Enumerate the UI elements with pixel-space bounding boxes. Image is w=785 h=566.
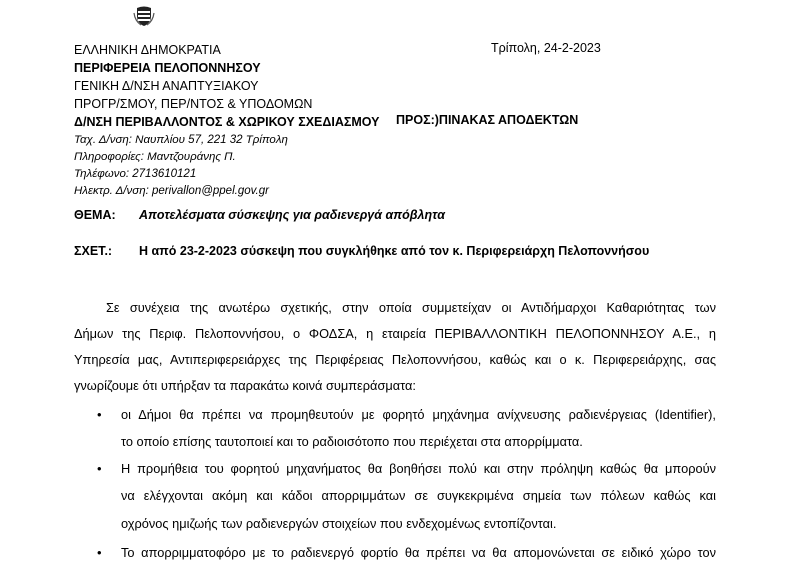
- bullet-line: οι Δήμοι θα πρέπει να προμηθευτούν με φορητό μηχάνημα ανίχνευσης ραδιενέργειας (Identifier),: [121, 407, 716, 422]
- bullet-line: να ελέγχονται ακόμη και κάδοι απορριμμάτων σε συγκεκριμένα σημεία των πόλεων καθώς και: [121, 488, 716, 503]
- bullet-point: •: [97, 461, 102, 476]
- header-info: Πληροφορίες: Μαντζουράνης Π.: [74, 151, 236, 163]
- paragraph-line: γνωρίζουμε ότι υπήρξαν τα παρακάτω κοινά συμπεράσματα:: [74, 378, 416, 393]
- place-date: Τρίπολη, 24-2-2023: [491, 41, 601, 55]
- reference-label: ΣΧΕΤ.:: [74, 244, 113, 258]
- header-email: Ηλεκτρ. Δ/νση: perivallon@ppel.gov.gr: [74, 185, 269, 197]
- header-address: Ταχ. Δ/νση: Ναυπλίου 57, 221 32 Τρίπολη: [74, 134, 288, 146]
- bullet-line: Η προμήθεια του φορητού μηχανήματος θα βοηθήσει πολύ και στην πρόληψη καθώς θα μπορούν: [121, 461, 716, 476]
- header-general-directorate-2: ΠΡΟΓΡ/ΣΜΟΥ, ΠΕΡ/ΝΤΟΣ & ΥΠΟΔΟΜΩΝ: [74, 97, 313, 111]
- subject-text: Αποτελέσματα σύσκεψης για ραδιενεργά απόβλητα: [139, 208, 445, 222]
- header-general-directorate: ΓΕΝΙΚΗ Δ/ΝΣΗ ΑΝΑΠΤΥΞΙΑΚΟΥ: [74, 79, 259, 93]
- header-country: ΕΛΛΗΝΙΚΗ ΔΗΜΟΚΡΑΤΙΑ: [74, 43, 221, 57]
- greek-emblem-icon: [133, 5, 155, 27]
- header-directorate: Δ/ΝΣΗ ΠΕΡΙΒΑΛΛΟΝΤΟΣ & ΧΩΡΙΚΟΥ ΣΧΕΔΙΑΣΜΟΥ: [74, 115, 380, 129]
- bullet-point: •: [97, 545, 102, 560]
- bullet-line: οχρόνος ημιζωής των ραδιενεργών στοιχείων που ενδεχομένως εντοπίζονται.: [121, 516, 557, 531]
- paragraph-line: Υπηρεσία μας, Αντιπεριφερειάρχες της Περιφέρειας Πελοποννήσου, καθώς και ο κ. Περιφερειάρχης, σας: [74, 352, 716, 367]
- subject-label: ΘΕΜΑ:: [74, 208, 116, 222]
- header-phone: Τηλέφωνο: 2713610121: [74, 168, 197, 180]
- header-region: ΠΕΡΙΦΕΡΕΙΑ ΠΕΛΟΠΟΝΝΗΣΟΥ: [74, 61, 261, 75]
- paragraph-line: Σε συνέχεια της ανωτέρω σχετικής, στην οποία συμμετείχαν οι Αντιδήμαρχοι Καθαριότητας των: [106, 300, 716, 315]
- bullet-line: Το απορριμματοφόρο με το ραδιενεργό φορτίο θα πρέπει να θα απομονώνεται σε ειδικό χώρο τον: [121, 545, 716, 560]
- bullet-line: το οποίο επίσης ταυτοποιεί και το ραδιοισότοπο που περιέχεται στα απορρίμματα.: [121, 434, 583, 449]
- paragraph-line: Δήμων της Περιφ. Πελοποννήσου, ο ΦΟΔΣΑ, η εταιρεία ΠΕΡΙΒΑΛΛΟΝΤΙΚΗ ΠΕΛΟΠΟΝΝΗΣΟΥ Α.Ε., η: [74, 326, 716, 341]
- reference-text: Η από 23-2-2023 σύσκεψη που συγκλήθηκε από τον κ. Περιφερειάρχη Πελοποννήσου: [139, 244, 650, 258]
- bullet-point: •: [97, 407, 102, 422]
- recipients: ΠΡΟΣ:)ΠΙΝΑΚΑΣ ΑΠΟΔΕΚΤΩΝ: [396, 113, 579, 127]
